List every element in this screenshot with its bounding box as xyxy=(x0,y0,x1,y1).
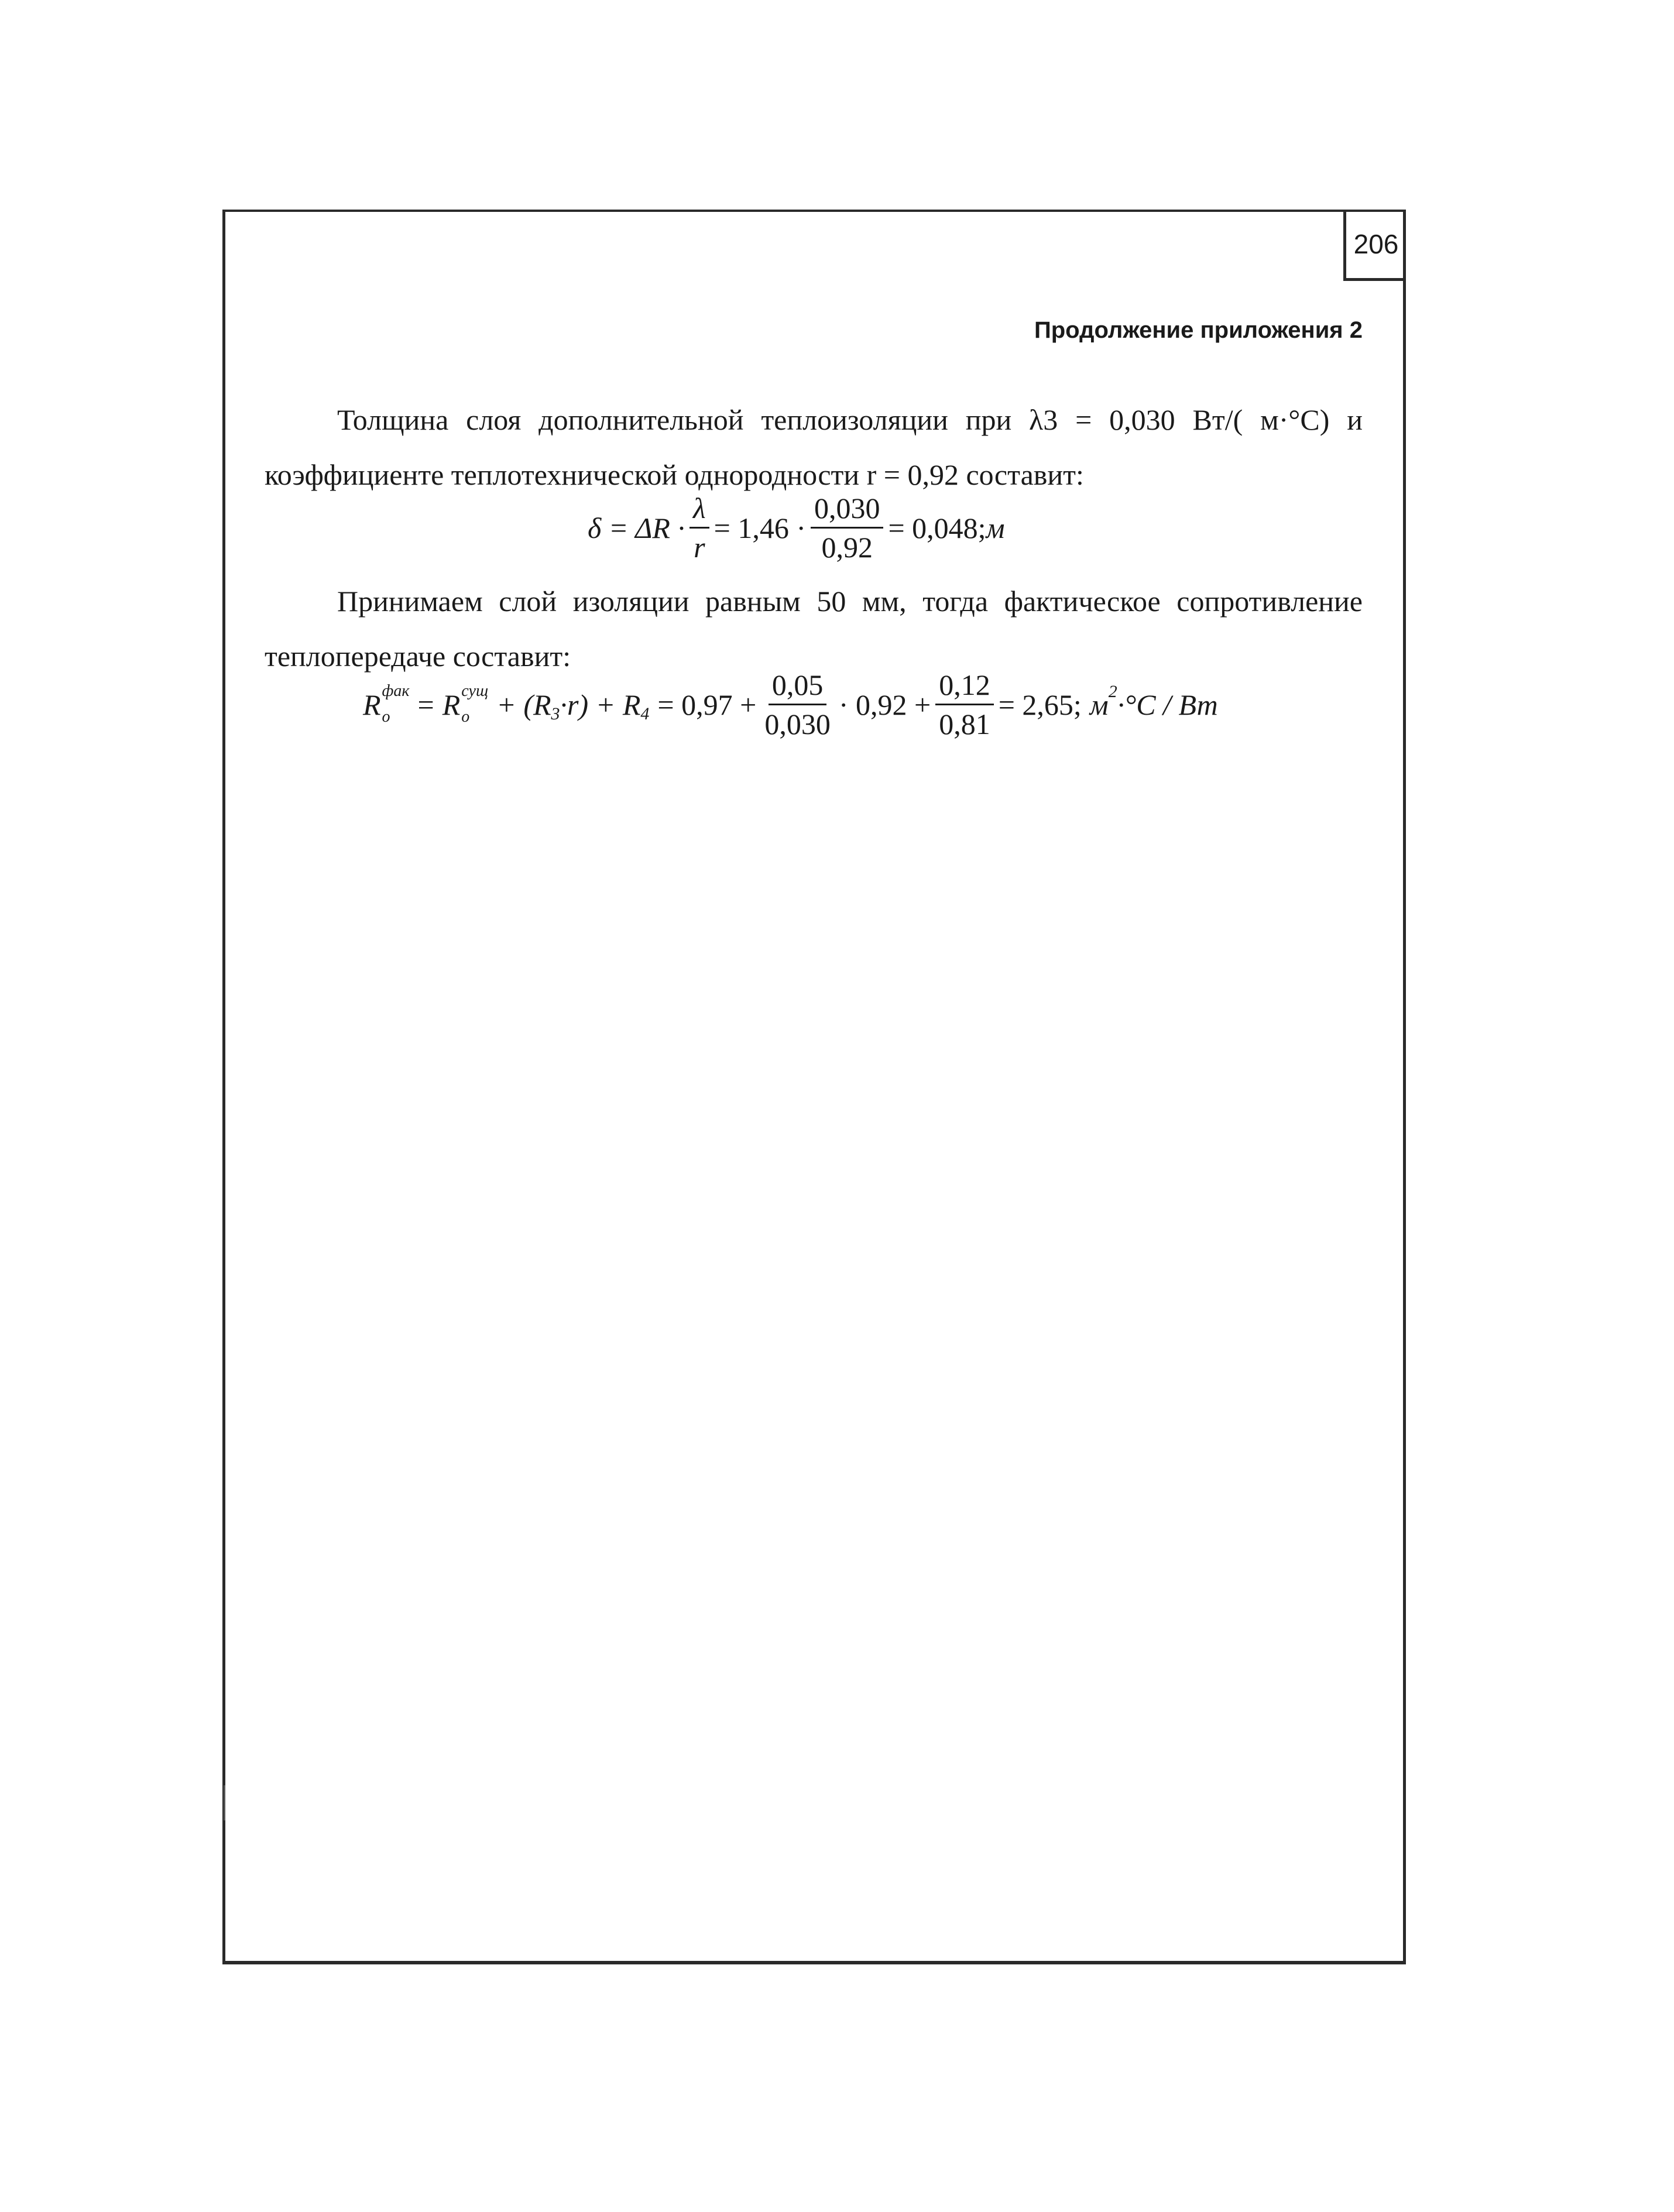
formula-2-r-fact-sub: о xyxy=(382,707,390,726)
scan-artifact-line xyxy=(224,1785,225,1820)
formula-2-r-exist: R xyxy=(442,688,461,721)
formula-2-r4-sub: 4 xyxy=(640,704,650,723)
formula-1-frac2-denominator: 0,92 xyxy=(821,531,873,564)
formula-2-fraction-1 xyxy=(761,667,834,742)
paragraph-1-text: Толщина слоя дополнительной теплоизоляции при λ3 = 0,030 Вт/( м·°С) и коэффициенте теплотехнической однородности r = 0,92 составит: xyxy=(265,403,1363,491)
formula-2-eq2: = 0,97 + xyxy=(657,688,757,721)
formula-2-fraction-2 xyxy=(935,667,994,742)
formula-2-result: = 2,65; xyxy=(998,688,1082,721)
formula-1-frac1-numerator: λ xyxy=(690,491,709,529)
appendix-continuation-note: Продолжение приложения 2 xyxy=(1034,317,1363,343)
formula-2-r-exist-sub: о xyxy=(461,707,470,726)
formula-2-frac2-numerator: 0,12 xyxy=(935,667,994,705)
formula-1-fraction-lambda-r xyxy=(690,491,709,565)
formula-2-term-r3: + (R xyxy=(496,688,551,721)
formula-2-frac2-denominator: 0,81 xyxy=(939,708,990,740)
formula-2-frac1-denominator: 0,030 xyxy=(764,708,831,740)
formula-2-unit-m-sup: 2 xyxy=(1108,681,1117,701)
paragraph-2-text: Принимаем слой изоляции равным 50 мм, тогда фактическое сопротивление теплопередаче составит: xyxy=(265,585,1363,673)
formula-2-r-fact-indices xyxy=(382,681,410,726)
formula-1-result: = 0,048; xyxy=(888,511,986,544)
paragraph-insulation-thickness xyxy=(265,392,1363,502)
formula-2-unit-tail: ·°C / Вт xyxy=(1117,688,1218,721)
formula-1-mid: = 1,46 · xyxy=(713,511,806,544)
formula-thickness xyxy=(588,491,1005,565)
formula-2-unit-m: м xyxy=(1089,688,1109,721)
formula-1-fraction-values xyxy=(811,491,884,565)
formula-1-lhs: δ = ΔR · xyxy=(588,511,685,544)
formula-1-frac2-numerator: 0,030 xyxy=(811,491,884,529)
formula-2-r-fact-sup: фак xyxy=(382,681,410,700)
formula-2-term-r3-tail: ·r) + R xyxy=(560,688,641,721)
formula-1-frac1-denominator: r xyxy=(694,531,705,564)
formula-1-unit: м xyxy=(986,511,1005,544)
formula-resistance xyxy=(363,667,1218,742)
formula-2-r3-sub: 3 xyxy=(551,704,560,723)
formula-2-frac1-numerator: 0,05 xyxy=(769,667,827,705)
formula-2-mul: · 0,92 + xyxy=(838,688,931,721)
formula-2-r-exist-indices xyxy=(461,681,489,726)
formula-2-r-fact: R xyxy=(363,688,381,721)
formula-2-r-exist-sup: сущ xyxy=(461,681,489,700)
formula-2-eq1: = xyxy=(417,688,434,721)
page-number: 206 xyxy=(1343,210,1406,281)
